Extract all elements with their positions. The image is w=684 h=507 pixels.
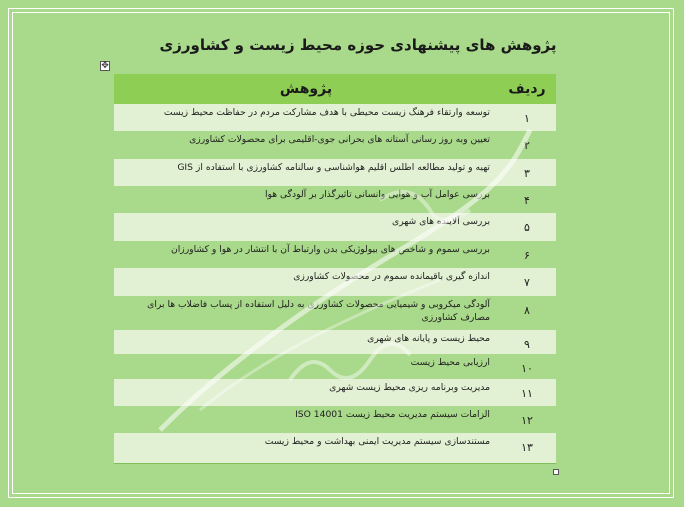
row-text: تعیین وبه روز رسانی آستانه های بحرانی جوی-اقلیمی برای محصولات کشاورزی — [189, 134, 490, 145]
row-index: ۸ — [524, 304, 530, 317]
row-index: ۷ — [524, 276, 530, 289]
table-row — [114, 379, 556, 406]
header-index: ردیف — [508, 81, 546, 97]
table-header — [114, 74, 556, 104]
row-index: ۹ — [524, 338, 530, 351]
row-text: مستندسازی سیستم مدیریت ایمنی بهداشت و محیط زیست — [264, 436, 490, 447]
table-row — [114, 131, 556, 159]
row-index: ۱۳ — [521, 441, 533, 454]
row-text: ارزیابی محیط زیست — [410, 357, 490, 368]
row-text: مدیریت وبرنامه ریزی محیط زیست شهری — [329, 382, 490, 393]
row-index: ۱ — [524, 112, 530, 125]
table-row — [114, 296, 556, 330]
row-index: ۱۱ — [521, 387, 533, 400]
table-row — [114, 268, 556, 296]
table-row — [114, 330, 556, 354]
table-row — [114, 213, 556, 241]
row-text: اندازه گیری باقیمانده سموم در محصولات کشاورزی — [293, 271, 490, 282]
resize-handle[interactable] — [553, 469, 559, 475]
header-research: پژوهش — [279, 81, 333, 97]
table-row — [114, 354, 556, 379]
row-index: ۱۰ — [521, 362, 533, 375]
row-index: ۵ — [524, 221, 530, 234]
move-icon[interactable]: ✥ — [101, 61, 109, 71]
table-row — [114, 104, 556, 131]
table-row — [114, 159, 556, 186]
table-row — [114, 241, 556, 268]
table-row — [114, 406, 556, 433]
research-table — [114, 74, 556, 464]
row-text: توسعه وارتقاء فرهنگ زیست محیطی با هدف مشارکت مردم در حفاظت محیط زیست — [163, 107, 490, 118]
row-text: آلودگی میکروبی و شیمیایی محصولات کشاورزی به دلیل استفاده از پساب فاضلاب ها برای مصارف کشاورزی — [147, 299, 490, 323]
row-index: ۲ — [524, 139, 530, 152]
row-text: تهیه و تولید مطالعه اطلس اقلیم هواشناسی و سالنامه کشاورزی با استفاده از GIS — [177, 162, 490, 173]
row-text: بررسی عوامل آب و هوایی وانسانی تاثیرگذار بر آلودگی هوا — [264, 189, 490, 200]
row-index: ۶ — [524, 249, 530, 262]
row-index: ۱۲ — [521, 414, 533, 427]
row-text: محیط زیست و پایانه های شهری — [367, 333, 490, 344]
table-row — [114, 186, 556, 213]
page-title: پژوهش های پیشنهادی حوزه محیط زیست و کشاورزی — [159, 36, 557, 54]
row-index: ۴ — [524, 194, 530, 207]
row-text: الزامات سیستم مدیریت محیط زیست ISO 14001 — [295, 409, 490, 420]
row-text: بررسی سموم و شاخص های بیولوژیکی بدن وارتباط آن با انتشار در هوا و کشاورزان — [170, 244, 490, 255]
row-text: بررسی آلاینده های شهری — [392, 216, 490, 227]
table-row — [114, 433, 556, 464]
row-index: ۳ — [524, 167, 530, 180]
